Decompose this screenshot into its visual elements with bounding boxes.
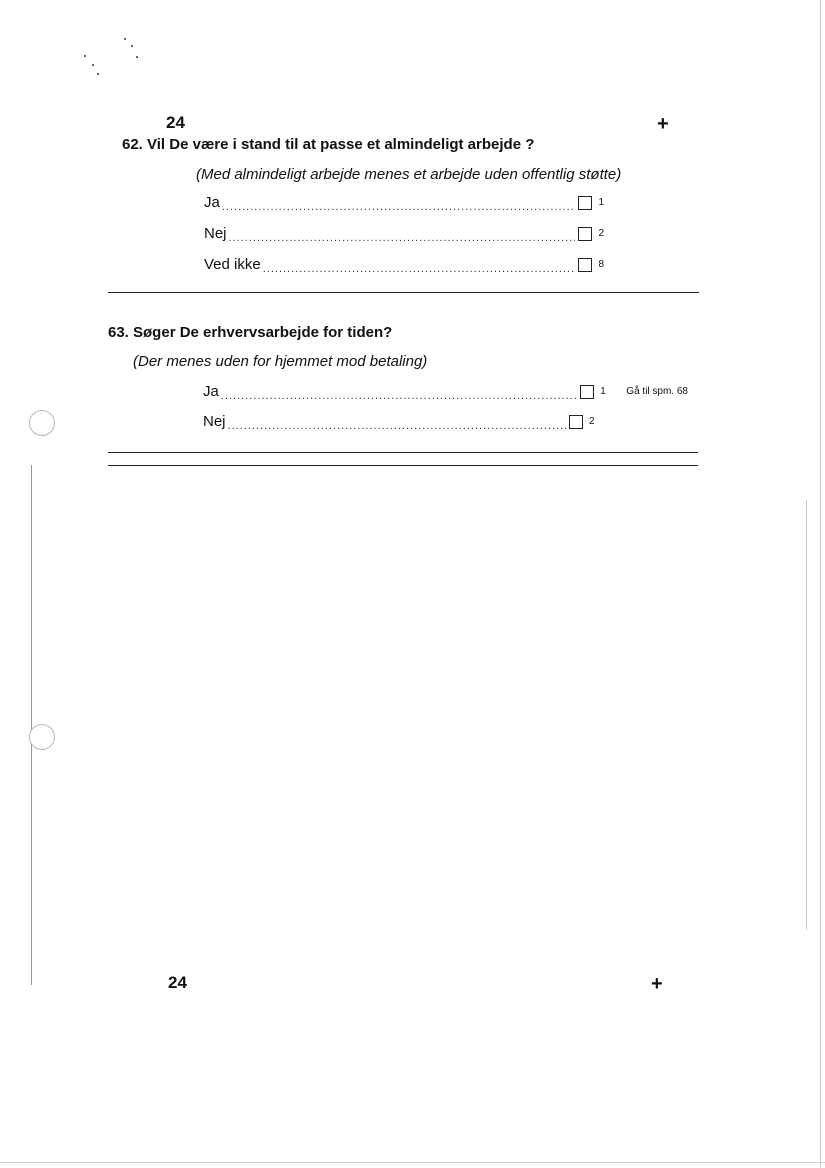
scan-speck [131,45,133,47]
question-63-title: 63. Søger De erhvervsarbejde for tiden? [108,324,393,341]
question-63-option-nej [203,413,597,430]
right-edge-line [820,0,821,1168]
leader-dots [229,228,576,243]
punch-hole-bottom [29,724,55,750]
option-label: Nej [203,413,226,430]
scan-speck [136,56,138,58]
leader-dots [228,416,566,431]
crop-mark-top: + [657,113,669,135]
leader-dots [221,386,577,401]
option-label: Ved ikke [204,256,261,273]
punch-hole-top [29,410,55,436]
page-number-top: 24 [166,113,185,132]
option-code: 1 [600,386,606,397]
section-divider [108,465,698,466]
option-code: 2 [589,416,595,427]
checkbox-nej[interactable] [578,227,592,241]
option-label: Ja [203,383,219,400]
skip-instruction: Gå til spm. 68 [626,386,688,397]
option-label: Ja [204,194,220,211]
bottom-edge-line [0,1162,825,1163]
left-binding-line [31,465,32,985]
question-63-option-ja [203,383,688,400]
option-code: 2 [598,228,604,239]
question-63-note: (Der menes uden for hjemmet mod betaling) [133,353,428,370]
scan-speck [84,55,86,57]
question-62-option-ja [204,194,604,211]
question-62-option-nej [204,225,604,242]
checkbox-ja[interactable] [580,385,594,399]
checkbox-ved-ikke[interactable] [578,258,592,272]
section-divider [108,452,698,453]
section-divider [108,292,699,293]
right-edge-shadow [806,500,807,930]
leader-dots [222,197,576,212]
checkbox-ja[interactable] [578,196,592,210]
page-number-bottom: 24 [168,973,187,992]
scan-speck [92,64,94,66]
question-62-note: (Med almindeligt arbejde menes et arbejde uden offentlig støtte) [196,166,622,183]
leader-dots [263,259,576,274]
scan-speck [124,38,126,40]
question-62-option-ved-ikke [204,256,604,273]
option-label: Nej [204,225,227,242]
scan-speck [97,73,99,75]
option-code: 8 [598,259,604,270]
crop-mark-bottom: + [651,973,663,995]
option-code: 1 [598,197,604,208]
question-62-title: 62. Vil De være i stand til at passe et almindeligt arbejde ? [122,136,535,153]
checkbox-nej[interactable] [569,415,583,429]
